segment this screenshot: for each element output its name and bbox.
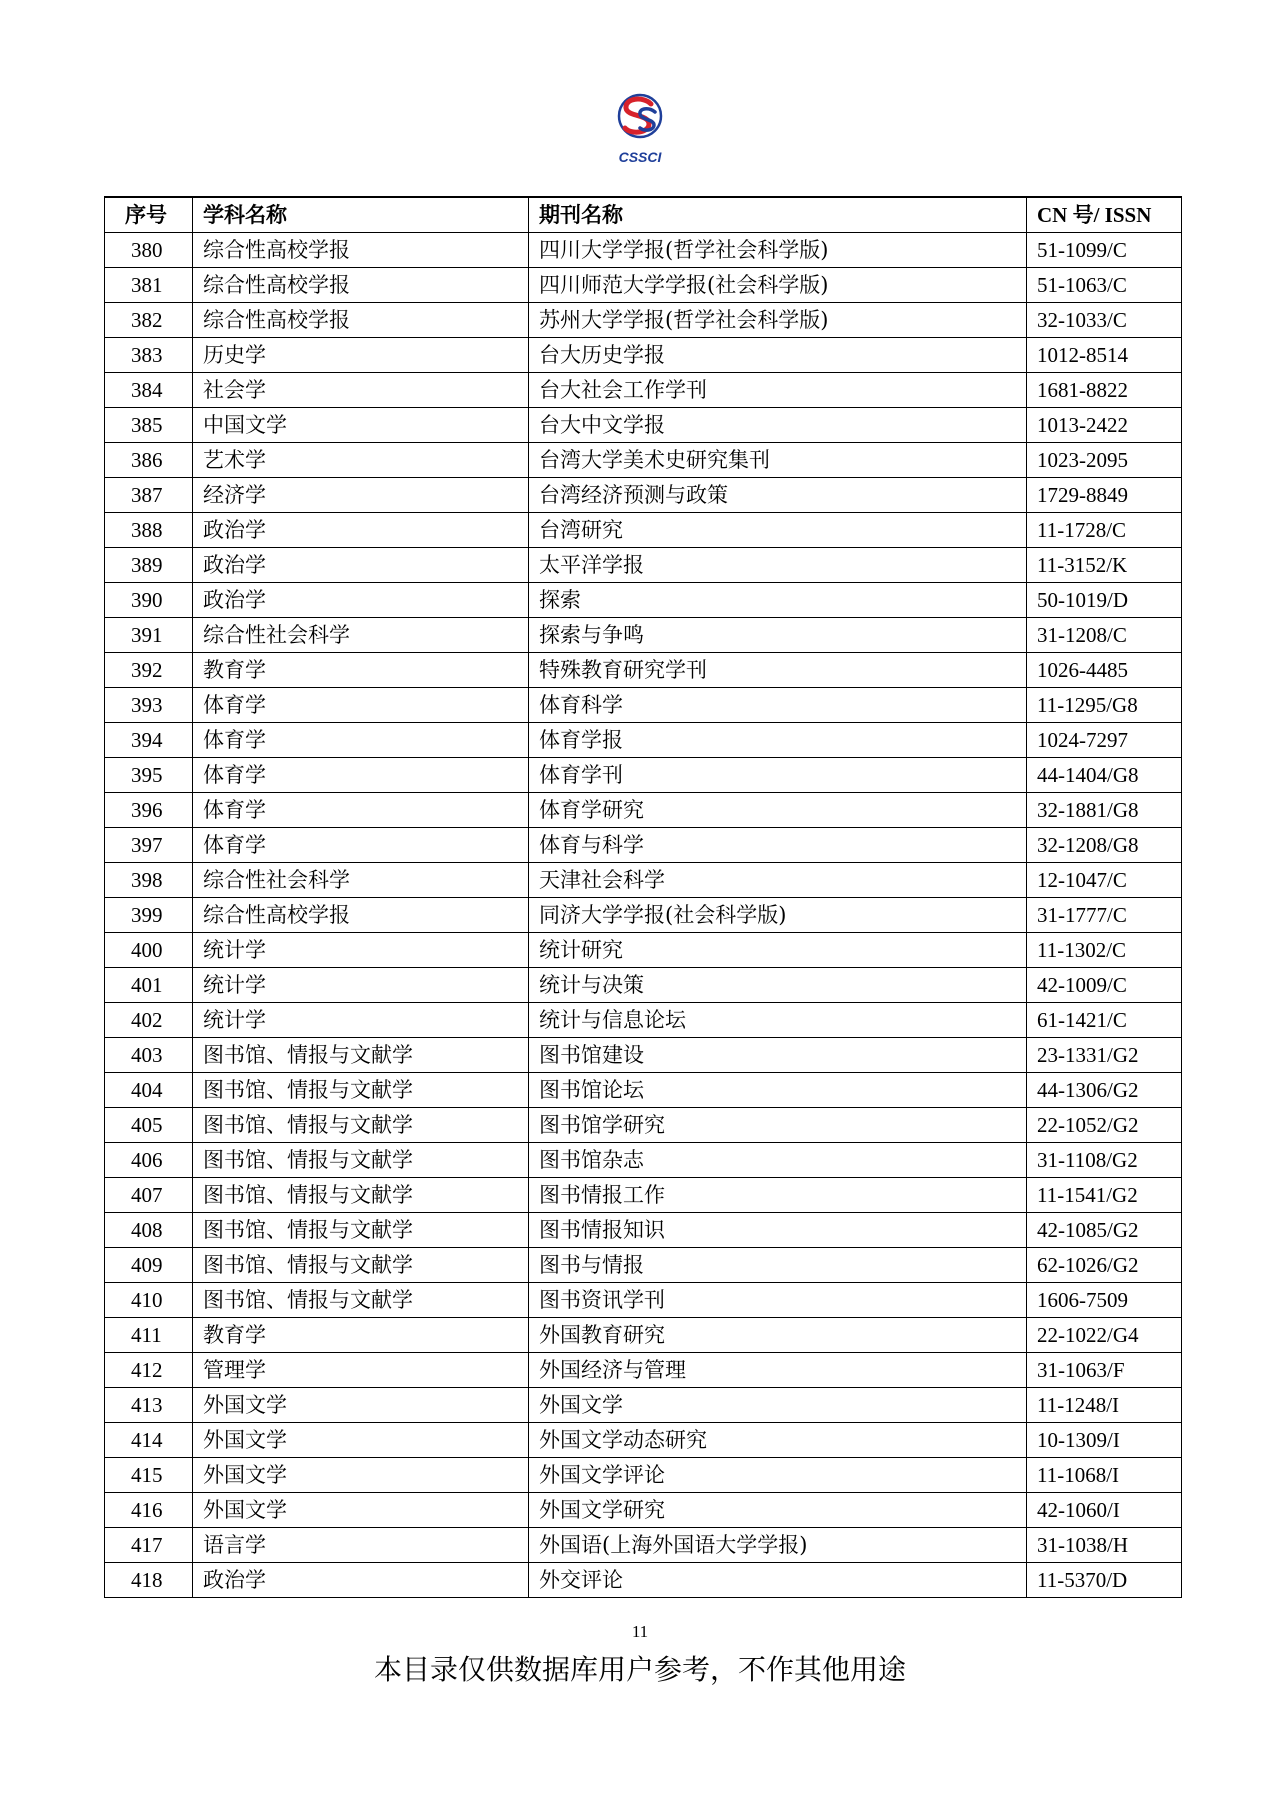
cell-journal-name: 图书情报知识 (529, 1213, 1027, 1248)
cell-serial-number: 417 (105, 1528, 193, 1563)
table-row (105, 478, 1182, 513)
cell-subject-name: 历史学 (193, 338, 529, 373)
cell-serial-number: 387 (105, 478, 193, 513)
table-row (105, 1143, 1182, 1178)
cell-serial-number: 382 (105, 303, 193, 338)
cell-cn-issn: 23-1331/G2 (1027, 1038, 1182, 1073)
cell-cn-issn: 11-1302/C (1027, 933, 1182, 968)
cell-serial-number: 414 (105, 1423, 193, 1458)
cell-serial-number: 396 (105, 793, 193, 828)
cell-subject-name: 统计学 (193, 933, 529, 968)
table-row (105, 1178, 1182, 1213)
cell-subject-name: 综合性高校学报 (193, 303, 529, 338)
cell-cn-issn: 11-1295/G8 (1027, 688, 1182, 723)
cell-serial-number: 405 (105, 1108, 193, 1143)
cell-serial-number: 393 (105, 688, 193, 723)
cell-serial-number: 383 (105, 338, 193, 373)
cell-cn-issn: 51-1063/C (1027, 268, 1182, 303)
journal-catalog-table (104, 196, 1182, 1598)
cell-journal-name: 体育科学 (529, 688, 1027, 723)
cell-subject-name: 统计学 (193, 1003, 529, 1038)
cell-subject-name: 政治学 (193, 548, 529, 583)
cell-cn-issn: 32-1033/C (1027, 303, 1182, 338)
cell-cn-issn: 42-1060/I (1027, 1493, 1182, 1528)
cell-subject-name: 图书馆、情报与文献学 (193, 1108, 529, 1143)
cell-serial-number: 394 (105, 723, 193, 758)
cell-journal-name: 统计与信息论坛 (529, 1003, 1027, 1038)
cell-cn-issn: 1729-8849 (1027, 478, 1182, 513)
cell-journal-name: 体育学研究 (529, 793, 1027, 828)
table-row (105, 583, 1182, 618)
cell-journal-name: 体育与科学 (529, 828, 1027, 863)
cell-journal-name: 四川师范大学学报(社会科学版) (529, 268, 1027, 303)
table-row (105, 233, 1182, 268)
cell-cn-issn: 50-1019/D (1027, 583, 1182, 618)
cell-serial-number: 397 (105, 828, 193, 863)
cell-subject-name: 教育学 (193, 1318, 529, 1353)
cell-journal-name: 特殊教育研究学刊 (529, 653, 1027, 688)
cell-cn-issn: 44-1306/G2 (1027, 1073, 1182, 1108)
cell-serial-number: 406 (105, 1143, 193, 1178)
cell-journal-name: 图书馆学研究 (529, 1108, 1027, 1143)
cell-journal-name: 外国语(上海外国语大学学报) (529, 1528, 1027, 1563)
table-row (105, 338, 1182, 373)
cell-cn-issn: 1681-8822 (1027, 373, 1182, 408)
cell-serial-number: 415 (105, 1458, 193, 1493)
header-subject-name: 学科名称 (193, 197, 529, 233)
cell-serial-number: 392 (105, 653, 193, 688)
logo-text: CSSCI (618, 149, 662, 165)
table-row (105, 653, 1182, 688)
cssci-logo (609, 92, 671, 168)
cell-subject-name: 综合性高校学报 (193, 898, 529, 933)
table-row (105, 1108, 1182, 1143)
cell-journal-name: 四川大学学报(哲学社会科学版) (529, 233, 1027, 268)
cell-cn-issn: 31-1038/H (1027, 1528, 1182, 1563)
cell-subject-name: 体育学 (193, 793, 529, 828)
cell-cn-issn: 11-1728/C (1027, 513, 1182, 548)
table-row (105, 1318, 1182, 1353)
cell-journal-name: 外国经济与管理 (529, 1353, 1027, 1388)
cell-cn-issn: 22-1022/G4 (1027, 1318, 1182, 1353)
cell-serial-number: 389 (105, 548, 193, 583)
disclaimer: 本目录仅供数据库用户参考，不作其他用途 (373, 1653, 906, 1686)
cell-subject-name: 统计学 (193, 968, 529, 1003)
table-row (105, 898, 1182, 933)
cell-cn-issn: 22-1052/G2 (1027, 1108, 1182, 1143)
cell-serial-number: 410 (105, 1283, 193, 1318)
cell-serial-number: 395 (105, 758, 193, 793)
cell-subject-name: 体育学 (193, 723, 529, 758)
cell-subject-name: 图书馆、情报与文献学 (193, 1038, 529, 1073)
cell-journal-name: 图书与情报 (529, 1248, 1027, 1283)
cell-serial-number: 386 (105, 443, 193, 478)
cell-subject-name: 图书馆、情报与文献学 (193, 1213, 529, 1248)
header-journal-name: 期刊名称 (529, 197, 1027, 233)
cell-serial-number: 399 (105, 898, 193, 933)
cell-serial-number: 412 (105, 1353, 193, 1388)
cell-subject-name: 综合性社会科学 (193, 863, 529, 898)
cell-serial-number: 409 (105, 1248, 193, 1283)
cell-subject-name: 中国文学 (193, 408, 529, 443)
table-row (105, 513, 1182, 548)
cell-subject-name: 图书馆、情报与文献学 (193, 1248, 529, 1283)
table-row (105, 1458, 1182, 1493)
table-row (105, 723, 1182, 758)
cell-cn-issn: 31-1108/G2 (1027, 1143, 1182, 1178)
cell-journal-name: 体育学刊 (529, 758, 1027, 793)
cell-cn-issn: 1013-2422 (1027, 408, 1182, 443)
cell-subject-name: 政治学 (193, 513, 529, 548)
table-row (105, 863, 1182, 898)
cell-serial-number: 404 (105, 1073, 193, 1108)
cell-cn-issn: 11-1541/G2 (1027, 1178, 1182, 1213)
cell-cn-issn: 61-1421/C (1027, 1003, 1182, 1038)
cell-serial-number: 403 (105, 1038, 193, 1073)
cell-cn-issn: 42-1009/C (1027, 968, 1182, 1003)
table-row (105, 1038, 1182, 1073)
cell-journal-name: 台大中文学报 (529, 408, 1027, 443)
cell-subject-name: 管理学 (193, 1353, 529, 1388)
cell-serial-number: 416 (105, 1493, 193, 1528)
cell-journal-name: 苏州大学学报(哲学社会科学版) (529, 303, 1027, 338)
cell-subject-name: 教育学 (193, 653, 529, 688)
cell-cn-issn: 31-1777/C (1027, 898, 1182, 933)
cell-cn-issn: 62-1026/G2 (1027, 1248, 1182, 1283)
cell-serial-number: 391 (105, 618, 193, 653)
cell-subject-name: 社会学 (193, 373, 529, 408)
cell-serial-number: 418 (105, 1563, 193, 1598)
cell-subject-name: 综合性高校学报 (193, 268, 529, 303)
cell-journal-name: 外交评论 (529, 1563, 1027, 1598)
cell-journal-name: 图书馆建设 (529, 1038, 1027, 1073)
cell-subject-name: 图书馆、情报与文献学 (193, 1178, 529, 1213)
table-row (105, 1353, 1182, 1388)
cell-journal-name: 图书馆杂志 (529, 1143, 1027, 1178)
table-row (105, 1563, 1182, 1598)
table-row (105, 408, 1182, 443)
cell-journal-name: 图书情报工作 (529, 1178, 1027, 1213)
table-row (105, 548, 1182, 583)
table-row (105, 1388, 1182, 1423)
cell-serial-number: 385 (105, 408, 193, 443)
cell-cn-issn: 42-1085/G2 (1027, 1213, 1182, 1248)
table-row (105, 933, 1182, 968)
cell-cn-issn: 1606-7509 (1027, 1283, 1182, 1318)
table-row (105, 303, 1182, 338)
table-row (105, 618, 1182, 653)
cell-cn-issn: 11-3152/K (1027, 548, 1182, 583)
cell-cn-issn: 11-1068/I (1027, 1458, 1182, 1493)
cell-serial-number: 408 (105, 1213, 193, 1248)
cell-journal-name: 台大社会工作学刊 (529, 373, 1027, 408)
cell-journal-name: 台湾研究 (529, 513, 1027, 548)
cell-cn-issn: 31-1063/F (1027, 1353, 1182, 1388)
table-header (105, 197, 1182, 233)
cell-serial-number: 402 (105, 1003, 193, 1038)
cell-journal-name: 外国教育研究 (529, 1318, 1027, 1353)
table-row (105, 968, 1182, 1003)
cell-journal-name: 台大历史学报 (529, 338, 1027, 373)
cell-cn-issn: 12-1047/C (1027, 863, 1182, 898)
cell-cn-issn: 11-5370/D (1027, 1563, 1182, 1598)
cell-journal-name: 同济大学学报(社会科学版) (529, 898, 1027, 933)
cell-journal-name: 图书资讯学刊 (529, 1283, 1027, 1318)
table-row (105, 688, 1182, 723)
cell-subject-name: 外国文学 (193, 1493, 529, 1528)
table-row (105, 1283, 1182, 1318)
table-row (105, 443, 1182, 478)
header-serial-number: 序号 (105, 197, 193, 233)
cell-subject-name: 经济学 (193, 478, 529, 513)
cell-subject-name: 外国文学 (193, 1458, 529, 1493)
cell-cn-issn: 10-1309/I (1027, 1423, 1182, 1458)
cell-journal-name: 外国文学 (529, 1388, 1027, 1423)
cell-journal-name: 台湾大学美术史研究集刊 (529, 443, 1027, 478)
table-row (105, 758, 1182, 793)
page-number: 11 (631, 1622, 649, 1641)
cell-cn-issn: 32-1208/G8 (1027, 828, 1182, 863)
cell-cn-issn: 1024-7297 (1027, 723, 1182, 758)
table-row (105, 828, 1182, 863)
cell-serial-number: 384 (105, 373, 193, 408)
cell-serial-number: 381 (105, 268, 193, 303)
cell-subject-name: 政治学 (193, 583, 529, 618)
cell-cn-issn: 44-1404/G8 (1027, 758, 1182, 793)
cell-serial-number: 388 (105, 513, 193, 548)
cell-subject-name: 体育学 (193, 688, 529, 723)
cell-cn-issn: 11-1248/I (1027, 1388, 1182, 1423)
table-row (105, 793, 1182, 828)
table-row (105, 268, 1182, 303)
cell-subject-name: 艺术学 (193, 443, 529, 478)
cell-subject-name: 图书馆、情报与文献学 (193, 1143, 529, 1178)
cell-journal-name: 外国文学评论 (529, 1458, 1027, 1493)
cell-journal-name: 探索 (529, 583, 1027, 618)
cell-cn-issn: 1012-8514 (1027, 338, 1182, 373)
cell-journal-name: 台湾经济预测与政策 (529, 478, 1027, 513)
cell-subject-name: 外国文学 (193, 1388, 529, 1423)
table-row (105, 1528, 1182, 1563)
cell-serial-number: 400 (105, 933, 193, 968)
cell-journal-name: 统计研究 (529, 933, 1027, 968)
header-cn-issn: CN 号/ ISSN (1027, 197, 1182, 233)
cell-subject-name: 图书馆、情报与文献学 (193, 1283, 529, 1318)
cell-cn-issn: 1023-2095 (1027, 443, 1182, 478)
table-row (105, 1493, 1182, 1528)
cell-cn-issn: 51-1099/C (1027, 233, 1182, 268)
cell-serial-number: 413 (105, 1388, 193, 1423)
cell-serial-number: 398 (105, 863, 193, 898)
cell-cn-issn: 32-1881/G8 (1027, 793, 1182, 828)
cell-journal-name: 图书馆论坛 (529, 1073, 1027, 1108)
cell-serial-number: 411 (105, 1318, 193, 1353)
table-row (105, 1073, 1182, 1108)
cell-subject-name: 语言学 (193, 1528, 529, 1563)
cell-journal-name: 外国文学研究 (529, 1493, 1027, 1528)
cell-cn-issn: 31-1208/C (1027, 618, 1182, 653)
table-row (105, 373, 1182, 408)
table-body (105, 233, 1182, 1598)
cell-serial-number: 401 (105, 968, 193, 1003)
table-row (105, 1213, 1182, 1248)
cell-subject-name: 综合性社会科学 (193, 618, 529, 653)
cell-serial-number: 390 (105, 583, 193, 618)
cell-journal-name: 体育学报 (529, 723, 1027, 758)
cell-subject-name: 综合性高校学报 (193, 233, 529, 268)
cell-journal-name: 太平洋学报 (529, 548, 1027, 583)
cell-subject-name: 政治学 (193, 1563, 529, 1598)
cell-subject-name: 图书馆、情报与文献学 (193, 1073, 529, 1108)
cell-subject-name: 外国文学 (193, 1423, 529, 1458)
cell-journal-name: 探索与争鸣 (529, 618, 1027, 653)
table-row (105, 1248, 1182, 1283)
cell-serial-number: 380 (105, 233, 193, 268)
cell-cn-issn: 1026-4485 (1027, 653, 1182, 688)
cell-serial-number: 407 (105, 1178, 193, 1213)
cell-journal-name: 外国文学动态研究 (529, 1423, 1027, 1458)
table-row (105, 1423, 1182, 1458)
cell-subject-name: 体育学 (193, 758, 529, 793)
cell-journal-name: 统计与决策 (529, 968, 1027, 1003)
cell-subject-name: 体育学 (193, 828, 529, 863)
cell-journal-name: 天津社会科学 (529, 863, 1027, 898)
table-row (105, 1003, 1182, 1038)
